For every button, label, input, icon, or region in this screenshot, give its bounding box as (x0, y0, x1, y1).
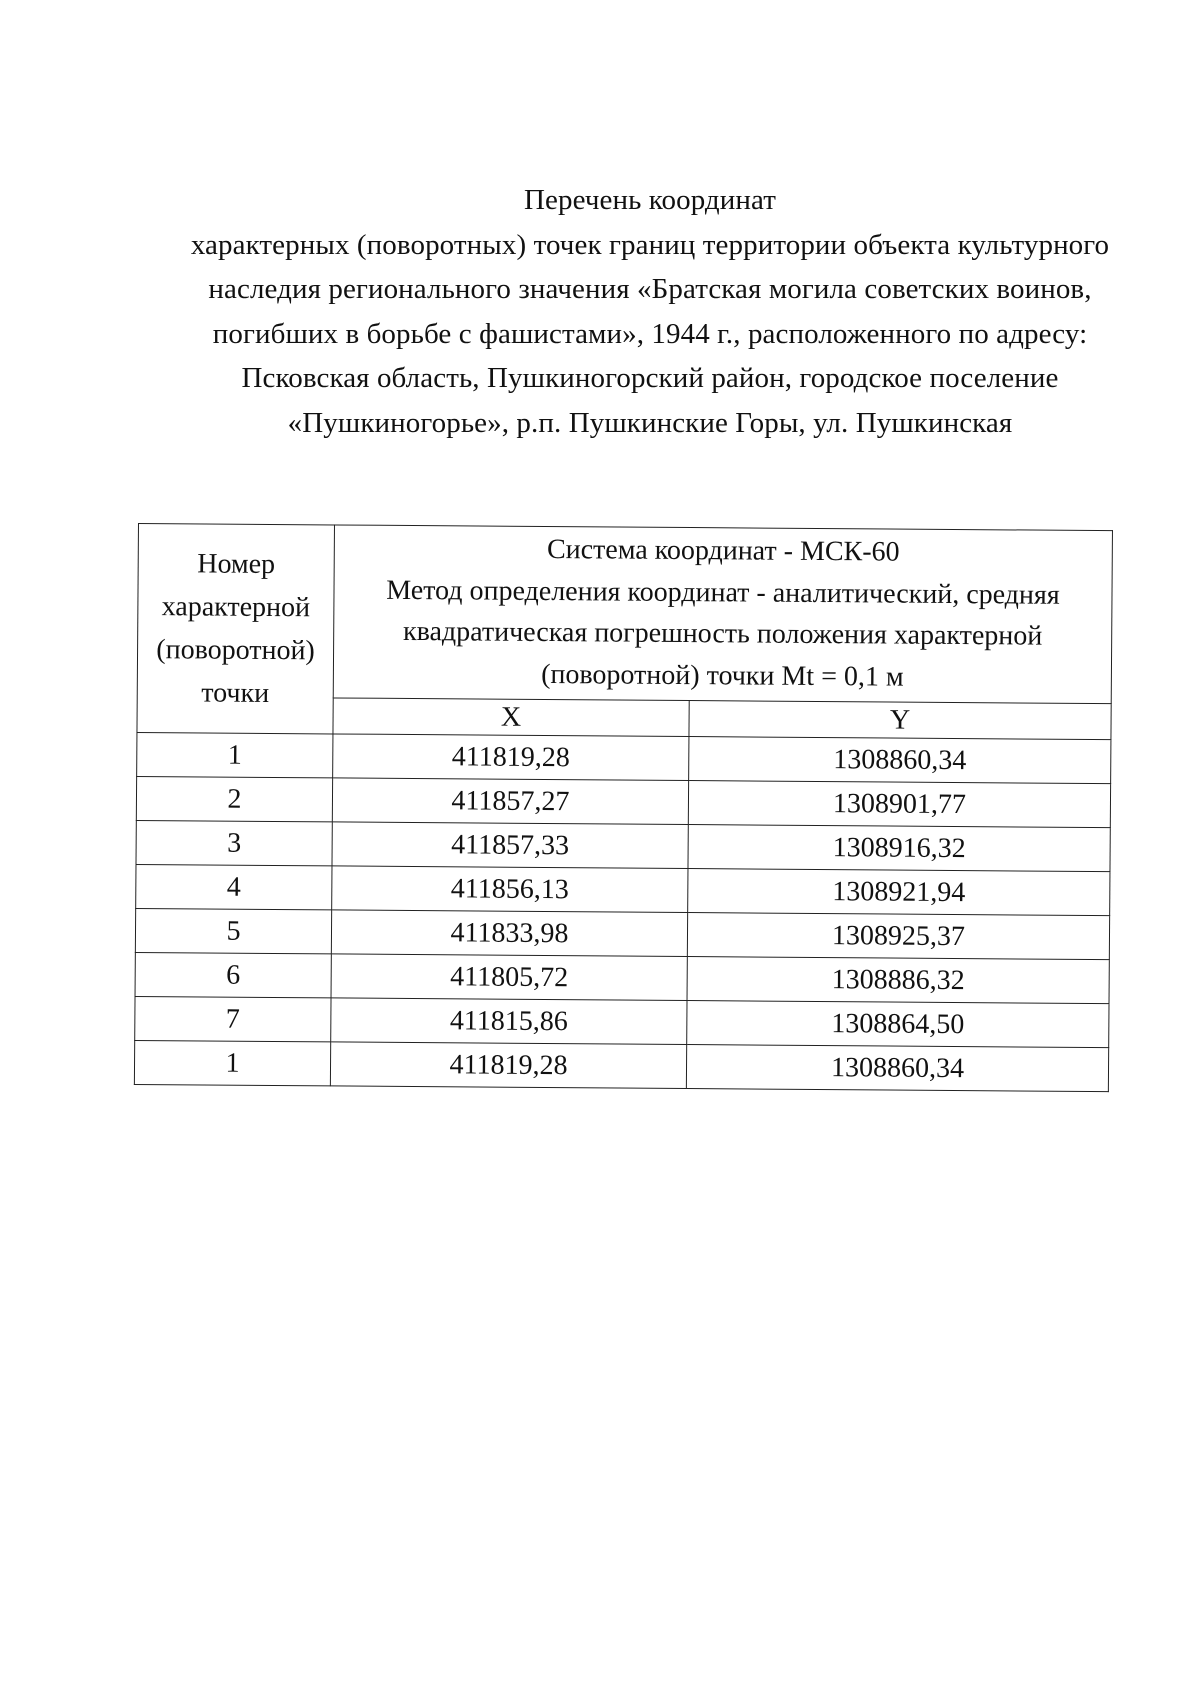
point-number-cell: 2 (136, 776, 332, 821)
header-point-number (137, 524, 335, 734)
x-coordinate-cell: 411857,33 (332, 822, 688, 869)
header-system-line: Система координат - МСК-60 (546, 533, 900, 568)
point-number-cell: 7 (135, 996, 331, 1041)
y-coordinate-cell: 1308925,37 (687, 913, 1109, 960)
table-row (136, 864, 1110, 915)
point-number-cell: 1 (134, 1040, 330, 1085)
table-row (137, 732, 1111, 783)
header-point-line: (поворотной) (156, 634, 315, 667)
title-line-2: характерных (поворотных) точек границ территории объекта культурного (190, 228, 1110, 261)
title-line-4: погибших в борьбе с фашистами», 1944 г., расположенного по адресу: (212, 317, 1088, 350)
table-row (135, 952, 1109, 1003)
header-system-line: Метод определения координат - аналитический, средняя (386, 574, 1060, 611)
table-row (135, 908, 1109, 959)
header-system-line: (поворотной) точки Mt = 0,1 м (541, 658, 904, 693)
title-line-1: Перечень координат (523, 184, 777, 216)
header-coordinate-system (333, 525, 1112, 704)
point-number-cell: 6 (135, 952, 331, 997)
header-system-line: квадратическая погрешность положения характерной (402, 615, 1043, 652)
coordinates-table-container (134, 523, 1112, 1092)
x-coordinate-cell: 411815,86 (331, 998, 687, 1045)
document-title (150, 178, 1150, 445)
y-coordinate-cell: 1308860,34 (689, 737, 1111, 784)
x-coordinate-cell: 411819,28 (330, 1042, 686, 1089)
x-coordinate-cell: 411857,27 (332, 778, 688, 825)
x-coordinate-cell: 411833,98 (331, 910, 687, 957)
header-point-line: характерной (161, 591, 311, 624)
x-coordinate-cell: 411805,72 (331, 954, 687, 1001)
y-coordinate-cell: 1308916,32 (688, 825, 1110, 872)
point-number-cell: 4 (136, 864, 332, 909)
y-coordinate-cell: 1308921,94 (688, 869, 1110, 916)
x-coordinate-cell: 411819,28 (333, 734, 689, 781)
point-number-cell: 3 (136, 820, 332, 865)
title-line-3: наследия регионального значения «Братская могила советских воинов, (208, 273, 1092, 305)
table-row (136, 776, 1110, 827)
y-coordinate-cell: 1308901,77 (688, 781, 1110, 828)
y-coordinate-cell: 1308886,32 (687, 957, 1109, 1004)
header-x: X (333, 698, 689, 737)
y-coordinate-cell: 1308864,50 (687, 1001, 1109, 1048)
y-coordinate-cell: 1308860,34 (686, 1045, 1108, 1092)
table-row (136, 820, 1110, 871)
table-row (135, 996, 1109, 1047)
header-point-line: Номер (197, 548, 276, 581)
header-y: Y (689, 701, 1111, 740)
table-header-row (137, 524, 1112, 704)
x-coordinate-cell: 411856,13 (332, 866, 688, 913)
coordinates-table (134, 523, 1113, 1092)
title-line-6: «Пушкиногорье», р.п. Пушкинские Горы, ул. Пушкинская (287, 406, 1013, 439)
title-line-5: Псковская область, Пушкиногорский район, городское поселение (241, 362, 1059, 394)
table-row (134, 1040, 1108, 1091)
point-number-cell: 1 (137, 732, 333, 777)
point-number-cell: 5 (135, 908, 331, 953)
header-point-line: точки (201, 677, 270, 709)
